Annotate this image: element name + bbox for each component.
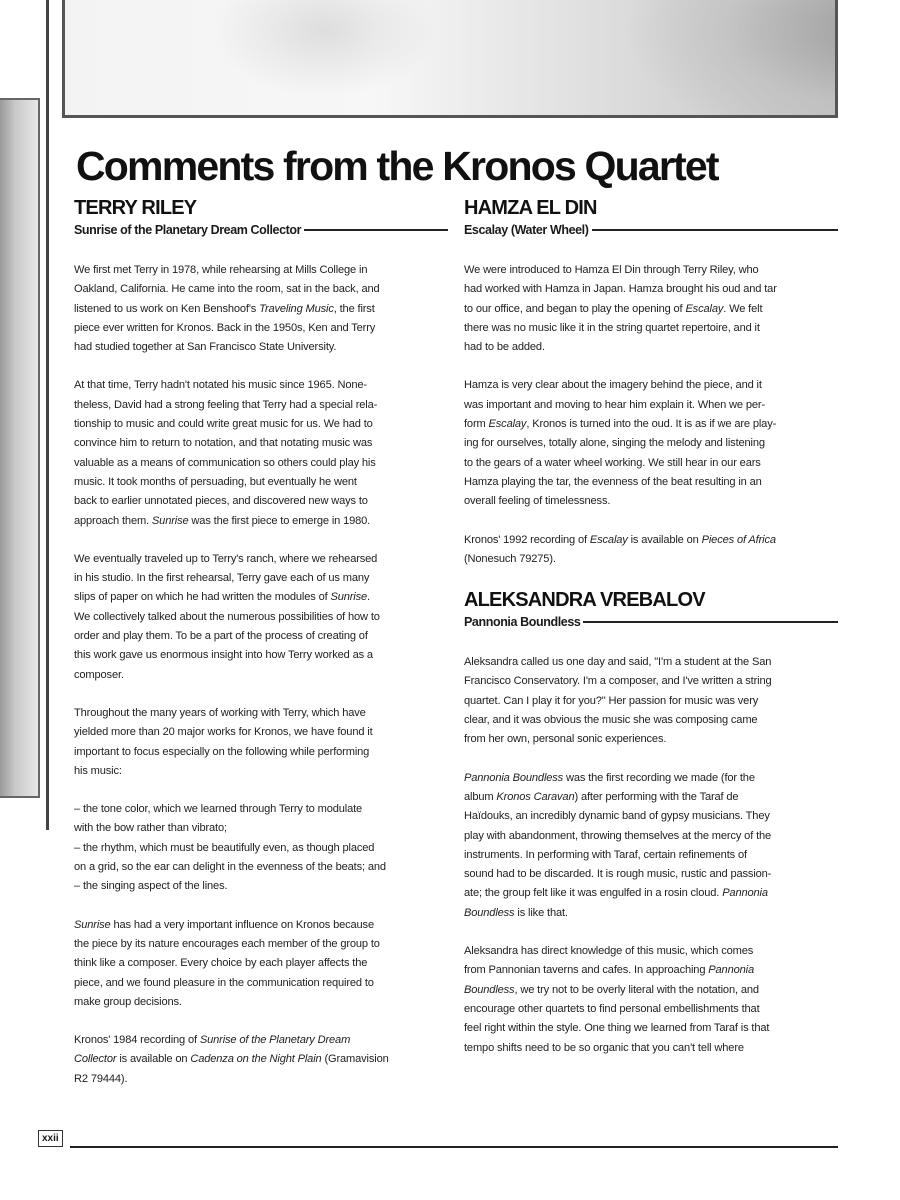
paragraph-line: composer. [74, 668, 124, 681]
paragraph-line: form Escalay, Kronos is turned into the oud. It is as if we are play- [464, 418, 777, 431]
paragraph-line: quartet. Can I play it for you?" Her passion for music was very [464, 694, 759, 707]
body-paragraph [74, 376, 448, 530]
right-column [464, 196, 838, 1077]
body-paragraph [74, 1031, 448, 1089]
paragraph-line: Haïdouks, an incredibly dynamic band of gypsy musicians. They [464, 810, 770, 823]
paragraph-line: sound had to be discarded. It is rough music, rustic and passion- [464, 868, 772, 881]
paragraph-line: to our office, and began to play the opening of Escalay. We felt [464, 302, 763, 315]
piece-title: Pannonia Boundless [464, 615, 581, 630]
paragraph-line: there was no music like it in the string quartet repertoire, and it [464, 321, 760, 334]
paragraph-line: ate; the group felt like it was engulfed in a rosin cloud. Pannonia [464, 887, 768, 900]
paragraph-line: approach them. Sunrise was the first piece to emerge in 1980. [74, 514, 371, 527]
paragraph-line: back to earlier unnotated pieces, and discovered new ways to [74, 495, 368, 508]
body-paragraph [74, 800, 448, 896]
paragraph-line: play with abandonment, throwing themselves at the mercy of the [464, 829, 772, 842]
body-paragraph [464, 261, 838, 357]
paragraph-line: – the singing aspect of the lines. [74, 880, 228, 893]
paragraph-line: Oakland, California. He came into the room, sat in the back, and [74, 283, 380, 296]
paragraph-line: instruments. In performing with Taraf, certain refinements of [464, 848, 747, 861]
paragraph-line: piece ever written for Kronos. Back in the 1950s, Ken and Terry [74, 321, 376, 334]
paragraph-line: valuable as a means of communication so others could play his [74, 456, 376, 469]
paragraph-line: overall feeling of timelessness. [464, 495, 611, 508]
paragraph-line: listened to us work on Ken Benshoof's Traveling Music, the first [74, 302, 375, 315]
paragraph-line: was important and moving to hear him explain it. When we per- [464, 398, 766, 411]
paragraph-line: had studied together at San Francisco State University. [74, 341, 337, 354]
paragraph-line: Aleksandra called us one day and said, "I'm a student at the San [464, 656, 772, 669]
piece-title: Sunrise of the Planetary Dream Collector [74, 223, 302, 237]
paragraph-line: think like a composer. Every choice by each player affects the [74, 957, 368, 970]
composer-heading: HAMZA EL DIN [464, 197, 597, 219]
paragraph-line: on a grid, so the ear can delight in the evenness of the beats; and [74, 861, 386, 874]
paragraph-line: ing for ourselves, totally alone, singing the melody and listening [464, 437, 765, 450]
body-paragraph [74, 704, 448, 781]
left-column [74, 196, 448, 1108]
subheading-rule [592, 229, 838, 231]
page-number: xxii [38, 1130, 63, 1147]
paragraph-line: convince him to return to notation, and that notating music was [74, 437, 373, 450]
body-paragraph [74, 550, 448, 685]
paragraph-line: At that time, Terry hadn't notated his music since 1965. None- [74, 379, 367, 392]
paragraph-line: feel right within the style. One thing we learned from Taraf is that [464, 1022, 770, 1035]
composer-heading: ALEKSANDRA VREBALOV [464, 589, 705, 612]
paragraph-line: album Kronos Caravan) after performing with the Taraf de [464, 790, 739, 803]
paragraph-line: slips of paper on which he had written the modules of Sunrise. [74, 591, 370, 604]
body-paragraph [464, 769, 838, 923]
paragraph-line: had worked with Hamza in Japan. Hamza brought his oud and tar [464, 283, 777, 296]
paragraph-line: theless, David had a strong feeling that Terry had a special rela- [74, 398, 378, 411]
piece-subheading [74, 223, 448, 237]
footer-rule [70, 1146, 838, 1148]
paragraph-line: piece, and we found pleasure in the communication required to [74, 976, 374, 989]
body-paragraph [464, 531, 838, 570]
paragraph-line: the piece by its nature encourages each member of the group to [74, 937, 380, 950]
paragraph-line: We eventually traveled up to Terry's ranch, where we rehearsed [74, 552, 378, 565]
paragraph-line: – the rhythm, which must be beautifully even, as though placed [74, 841, 375, 854]
paragraph-line: Francisco Conservatory. I'm a composer, and I've written a string [464, 675, 772, 688]
composer-heading: TERRY RILEY [74, 197, 197, 219]
paragraph-line: Boundless, we try not to be overly literal with the notation, and [464, 983, 759, 996]
body-paragraph [74, 261, 448, 357]
header-banner-image [62, 0, 838, 118]
paragraph-line: clear, and it was obvious the music she was composing came [464, 714, 758, 727]
paragraph-line: Pannonia Boundless was the first recording we made (for the [464, 771, 755, 784]
body-paragraph [464, 376, 838, 511]
paragraph-line: We collectively talked about the numerous possibilities of how to [74, 610, 380, 623]
paragraph-line: Kronos' 1984 recording of Sunrise of the Planetary Dream [74, 1034, 351, 1047]
paragraph-line: make group decisions. [74, 995, 182, 1008]
paragraph-line: encourage other quartets to find personal embellishments that [464, 1002, 760, 1015]
body-paragraph [74, 916, 448, 1012]
paragraph-line: yielded more than 20 major works for Kronos, we have found it [74, 726, 373, 739]
page-title: Comments from the Kronos Quartet [76, 143, 718, 189]
paragraph-line: music. It took months of persuading, but eventually he went [74, 475, 357, 488]
paragraph-line: Throughout the many years of working with Terry, which have [74, 706, 366, 719]
subheading-rule [583, 621, 838, 623]
paragraph-line: order and play them. To be a part of the process of creating of [74, 630, 368, 643]
paragraph-line: this work gave us enormous insight into how Terry worked as a [74, 649, 373, 662]
paragraph-line: Boundless is like that. [464, 906, 568, 919]
left-margin-rule [46, 0, 49, 830]
paragraph-line: tionship to music and could write great music for us. We had to [74, 418, 373, 431]
paragraph-line: had to be added. [464, 341, 545, 354]
paragraph-line: Sunrise has had a very important influence on Kronos because [74, 918, 374, 931]
body-paragraph [464, 653, 838, 749]
paragraph-line: (Nonesuch 79275). [464, 552, 556, 565]
paragraph-line: Hamza is very clear about the imagery behind the piece, and it [464, 379, 762, 392]
paragraph-line: his music: [74, 764, 122, 777]
left-edge-tab [0, 98, 40, 798]
paragraph-line: – the tone color, which we learned through Terry to modulate [74, 803, 363, 816]
paragraph-line: We first met Terry in 1978, while rehearsing at Mills College in [74, 264, 368, 276]
paragraph-line: Aleksandra has direct knowledge of this music, which comes [464, 945, 754, 958]
paragraph-line: from her own, personal sonic experiences. [464, 733, 667, 746]
subheading-rule [304, 229, 448, 231]
paragraph-line: R2 79444). [74, 1072, 128, 1085]
paragraph-line: from Pannonian taverns and cafes. In approaching Pannonia [464, 964, 754, 977]
paragraph-line: Collector is available on Cadenza on the Night Plain (Gramavision [74, 1053, 389, 1066]
paragraph-line: tempo shifts need to be so organic that you can't tell where [464, 1041, 744, 1054]
paragraph-line: with the bow rather than vibrato; [74, 822, 227, 835]
paragraph-line: Kronos' 1992 recording of Escalay is available on Pieces of Africa [464, 533, 776, 546]
paragraph-line: to the gears of a water wheel working. We still hear in our ears [464, 456, 761, 469]
piece-subheading [464, 223, 838, 237]
paragraph-line: in his studio. In the first rehearsal, Terry gave each of us many [74, 572, 370, 585]
piece-title: Escalay (Water Wheel) [464, 223, 589, 237]
paragraph-line: important to focus especially on the following while performing [74, 745, 370, 758]
piece-subheading [464, 615, 838, 629]
paragraph-line: We were introduced to Hamza El Din through Terry Riley, who [464, 264, 759, 276]
paragraph-line: Hamza playing the tar, the evenness of the beat resulting in an [464, 475, 762, 488]
body-paragraph [464, 942, 838, 1058]
